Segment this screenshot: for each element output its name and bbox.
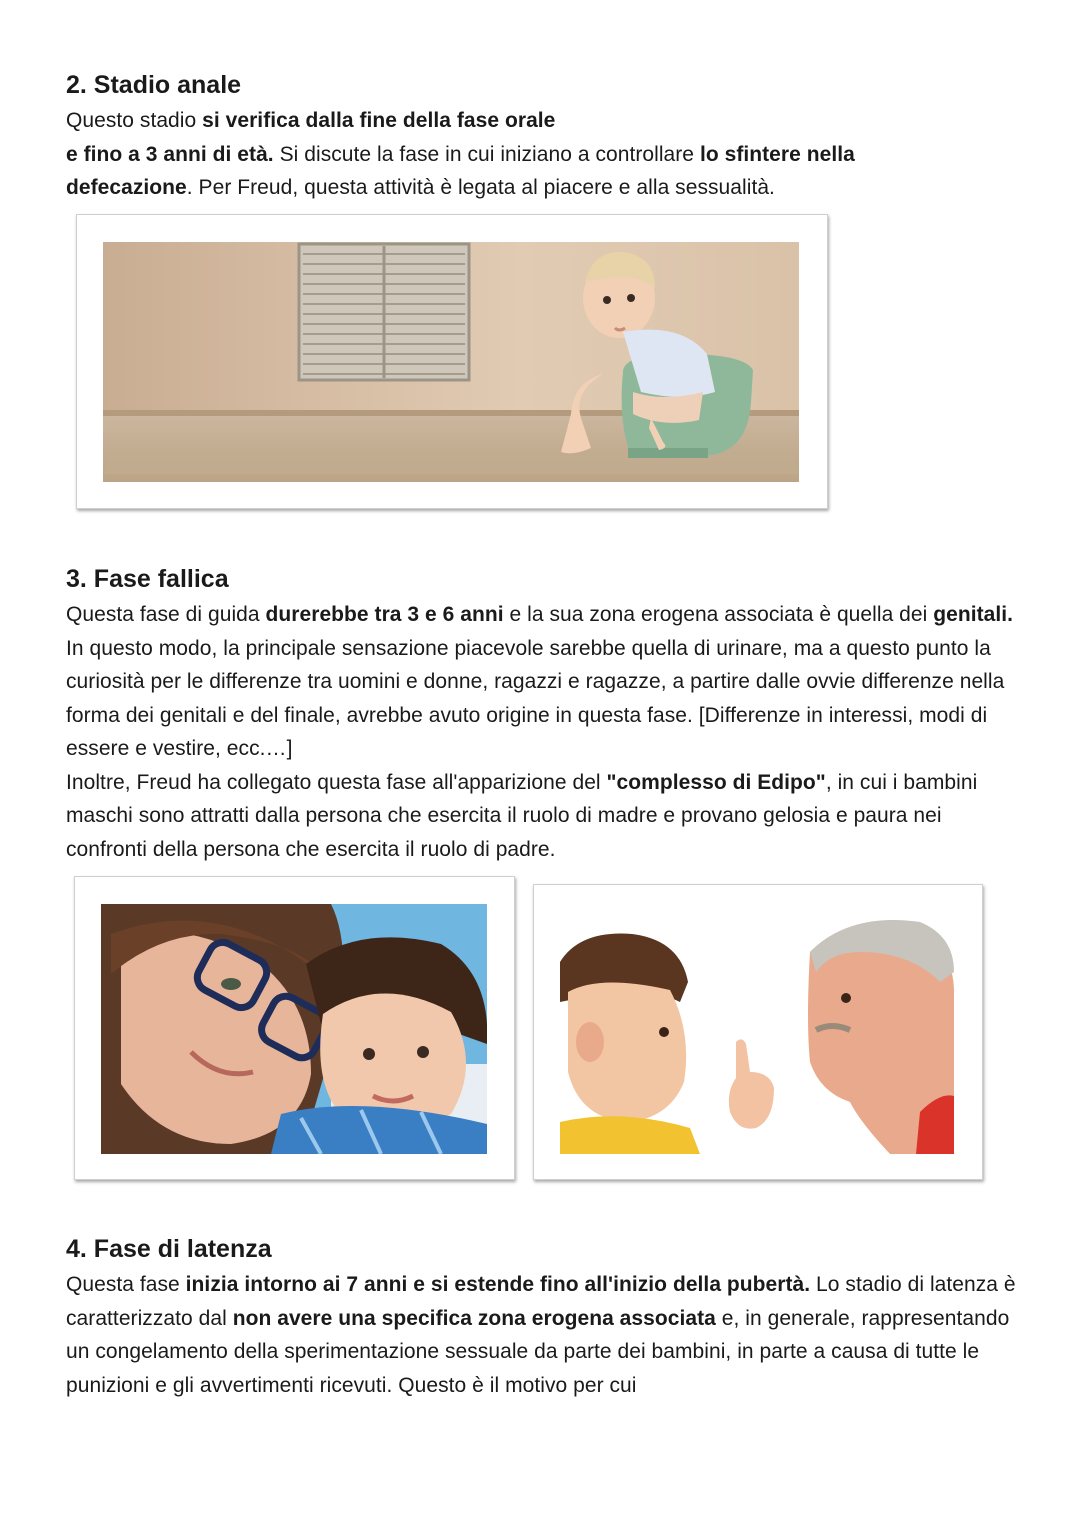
text-run: e, in generale, rappresentando un congelamento della sperimentazione sessuale da parte dei bambini, in parte a causa di tutte le punizioni e gli avvertimenti ricevuti. Questo è il motivo per cui bbox=[66, 1306, 1010, 1397]
photo-mother-child bbox=[74, 876, 515, 1180]
mother-child-image bbox=[101, 904, 487, 1154]
baby-potty-image bbox=[103, 242, 799, 482]
text-run: Questa fase di guida bbox=[66, 603, 266, 626]
photo-baby-potty bbox=[76, 214, 828, 509]
text-run: . Per Freud, questa attività è legata al piacere e alla sessualità. bbox=[186, 176, 775, 199]
bold-text: si verifica dalla fine della fase orale bbox=[202, 109, 556, 132]
section-paragraph bbox=[66, 598, 1026, 766]
section-fase-latenza bbox=[66, 1232, 1026, 1402]
text-run: , in cui i bambini maschi sono attratti dalla persona che esercita il ruolo di madre e provano gelosia e paura nei confronti della persona che esercita il ruolo di padre. bbox=[66, 770, 978, 861]
section-title: 4. Fase di latenza bbox=[66, 1235, 272, 1263]
bold-text: inizia intorno ai 7 anni e si estende fino all'inizio della pubertà. bbox=[185, 1273, 811, 1296]
bold-text: non avere una specifica zona erogena associata bbox=[232, 1306, 716, 1330]
text-run: In questo modo, la principale sensazione piacevole sarebbe quella di urinare, ma a questo punto la curiosità per le differenze tra uomini e donne, ragazzi e ragazze, a partire dalle ovvie differenze nella forma dei genitali e del finale, avrebbe avuto origine in questa fase. [Differenze in interessi, modi di essere e vestire, ecc.…] bbox=[66, 636, 1005, 760]
section-paragraph bbox=[66, 104, 1026, 205]
bold-text: lo sfintere nella bbox=[699, 142, 855, 166]
bold-text: defecazione bbox=[66, 176, 187, 199]
text-run: Questa fase bbox=[66, 1273, 186, 1296]
text-run: Lo stadio di latenza è caratterizzato dal bbox=[66, 1273, 1016, 1330]
text-run: Questo stadio bbox=[66, 109, 203, 132]
section-fase-fallica bbox=[66, 562, 1026, 866]
bold-text: durerebbe tra 3 e 6 anni bbox=[265, 603, 504, 626]
text-run: e la sua zona erogena associata è quella dei bbox=[503, 603, 934, 626]
text-run: Si discute la fase in cui iniziano a controllare bbox=[273, 142, 700, 166]
section-title: 2. Stadio anale bbox=[66, 71, 242, 99]
section-paragraph bbox=[66, 1268, 1026, 1402]
bold-text: e fino a 3 anni di età. bbox=[66, 142, 274, 166]
text-run: Inoltre, Freud ha collegato questa fase all'apparizione del bbox=[66, 770, 607, 794]
photo-father-scolding-boy bbox=[533, 884, 983, 1180]
bold-text: genitali. bbox=[933, 603, 1014, 626]
section-paragraph bbox=[66, 766, 1026, 867]
section-title: 3. Fase fallica bbox=[66, 565, 229, 593]
father-boy-image bbox=[560, 912, 954, 1154]
bold-text: "complesso di Edipo" bbox=[606, 770, 826, 794]
section-stadio-anale bbox=[66, 68, 1026, 205]
